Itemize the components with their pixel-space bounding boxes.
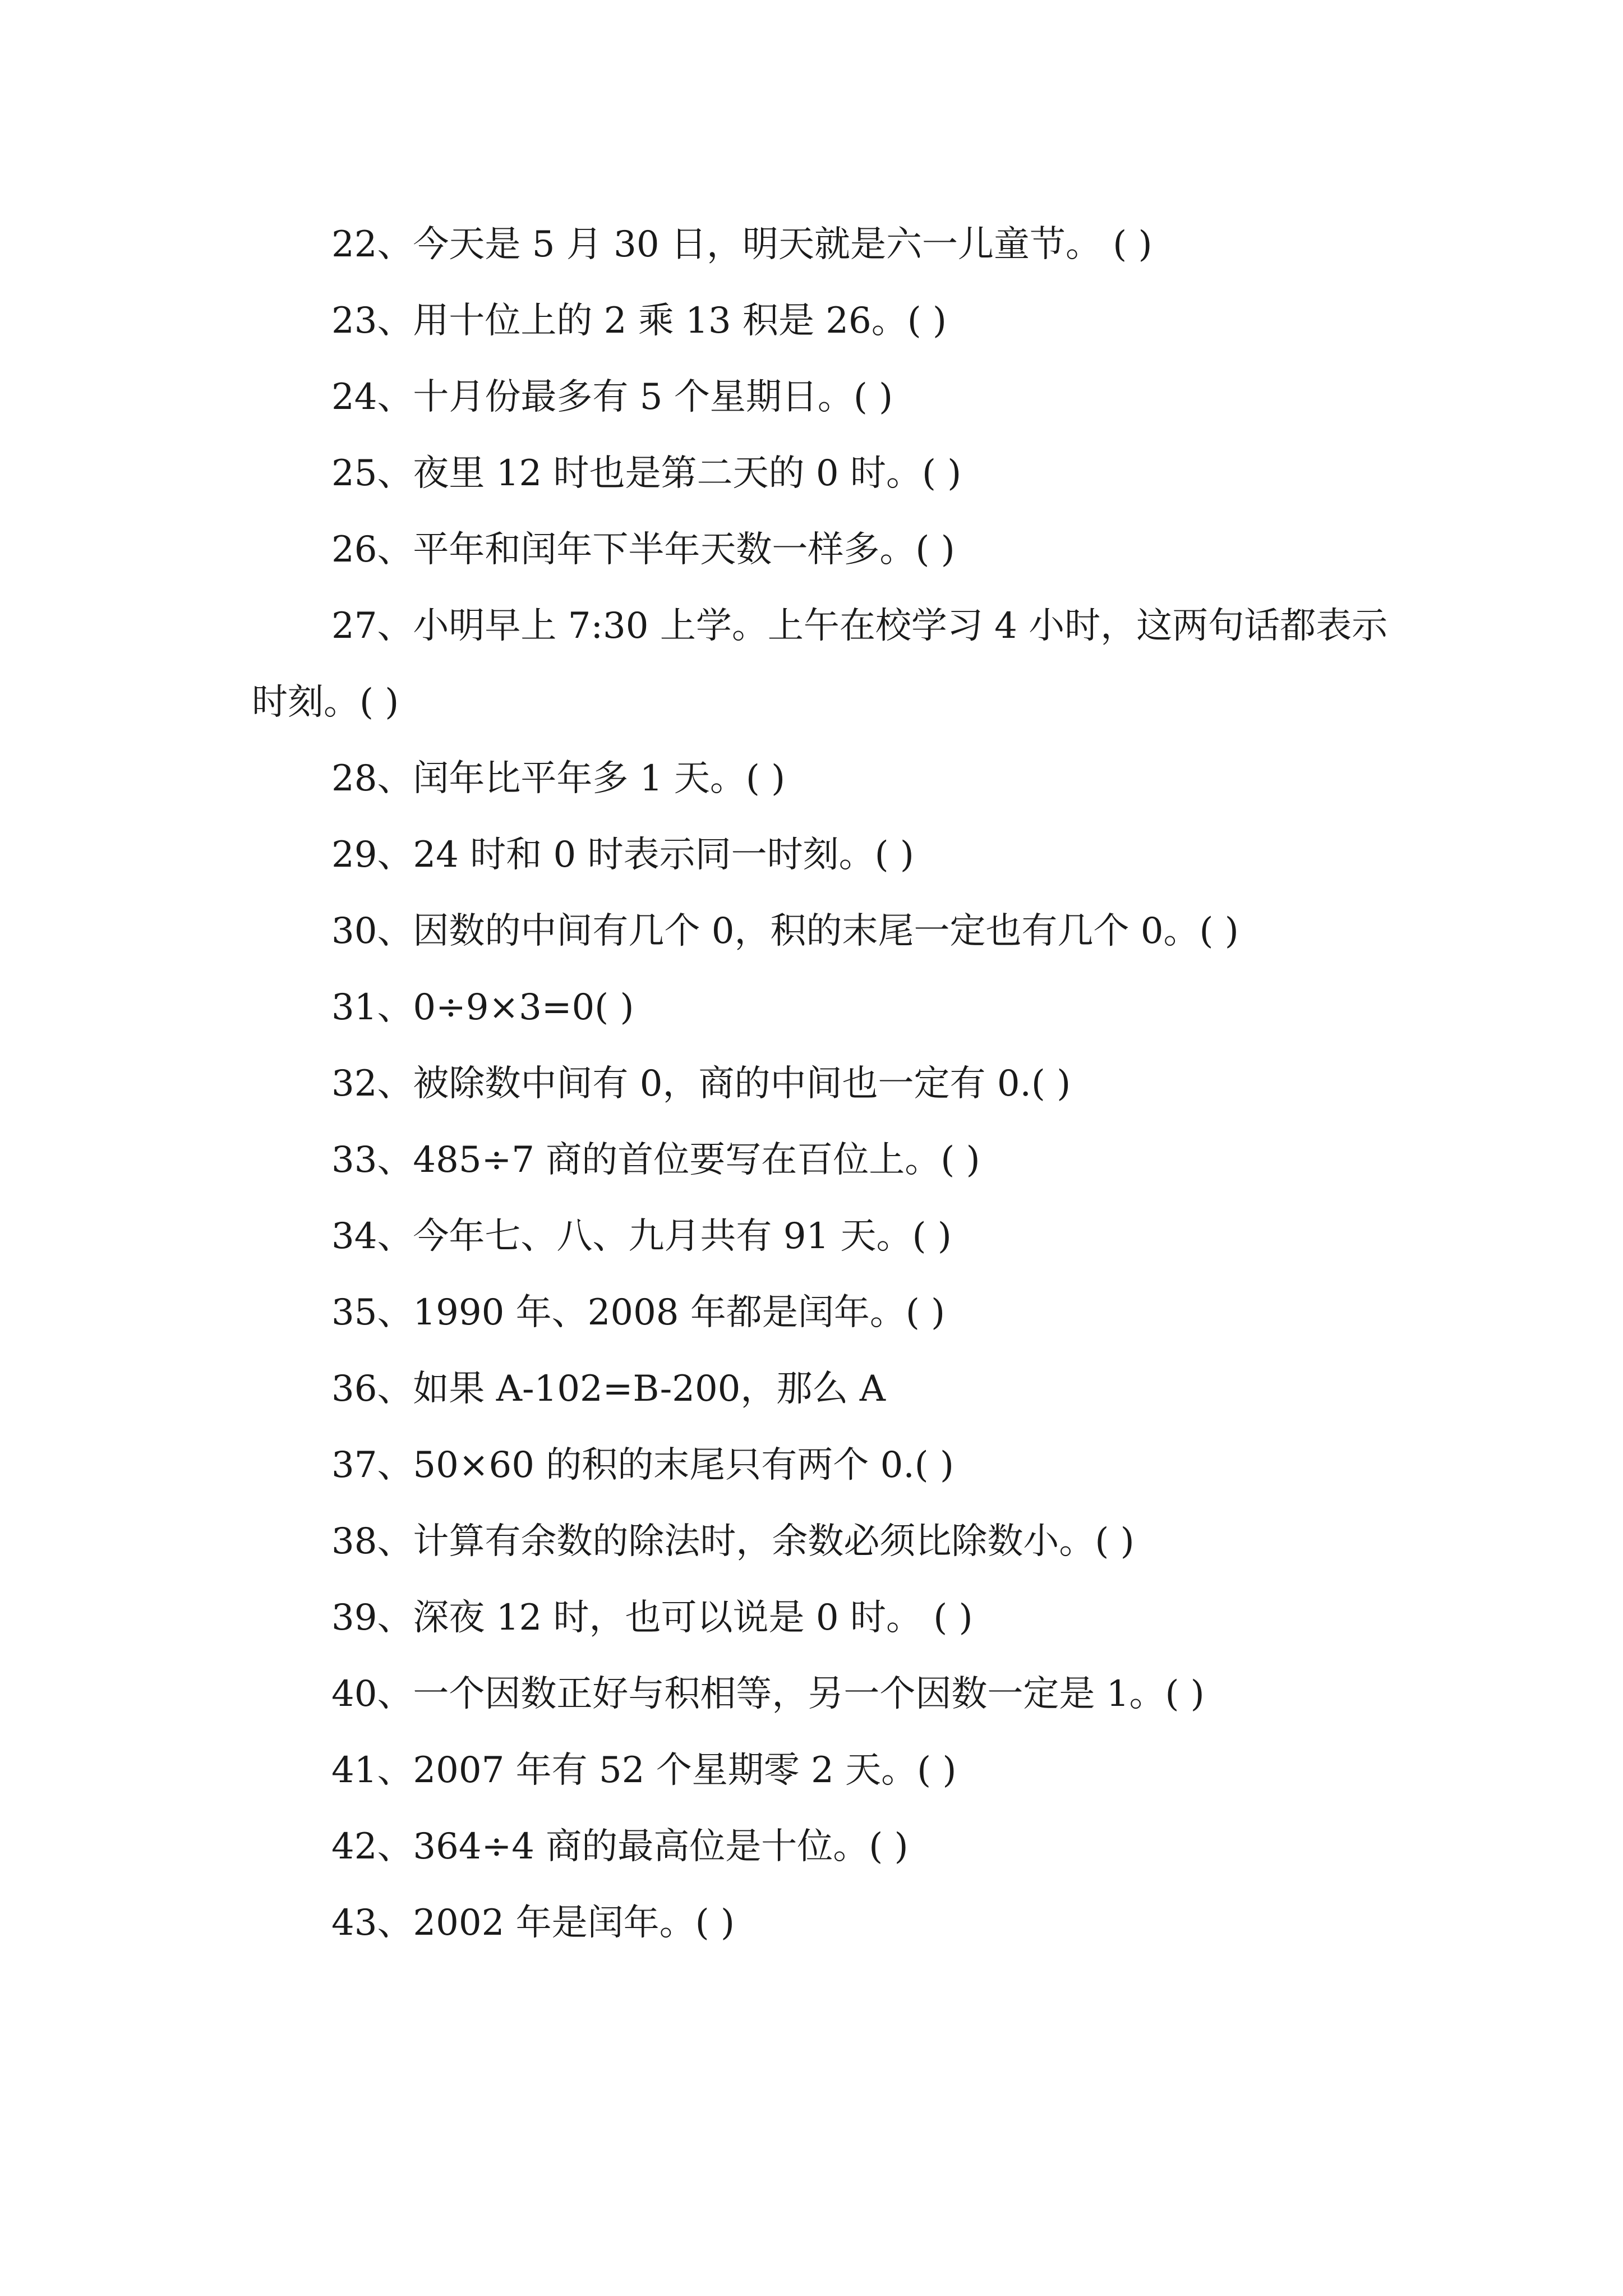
question-item-39: 39、深夜 12 时，也可以说是 0 时。 ( ) (331, 1597, 973, 1639)
question-item-22: 22、今天是 5 月 30 日，明天就是六一儿童节。 ( ) (331, 224, 1152, 265)
question-item-23: 23、用十位上的 2 乘 13 积是 26。( ) (331, 300, 947, 342)
question-item-34: 34、今年七、八、九月共有 91 天。( ) (331, 1216, 952, 1257)
question-item-38: 38、计算有余数的除法时，余数必须比除数小。( ) (331, 1521, 1135, 1562)
question-item-41: 41、2007 年有 52 个星期零 2 天。( ) (331, 1750, 957, 1791)
question-item-36: 36、如果 A-102=B-200，那么 A (331, 1368, 886, 1410)
question-item-28: 28、闰年比平年多 1 天。( ) (331, 758, 786, 799)
question-item-43: 43、2002 年是闰年。( ) (331, 1902, 735, 1944)
question-item-30: 30、因数的中间有几个 0，积的末尾一定也有几个 0。( ) (331, 910, 1239, 952)
question-item-42: 42、364÷4 商的最高位是十位。( ) (331, 1826, 909, 1867)
question-item-29: 29、24 时和 0 时表示同一时刻。( ) (331, 834, 914, 876)
question-item-26: 26、平年和闰年下半年天数一样多。( ) (331, 529, 955, 570)
question-item-24: 24、十月份最多有 5 个星期日。( ) (331, 376, 893, 418)
question-list (252, 206, 1390, 1961)
question-item-37: 37、50×60 的积的末尾只有两个 0.( ) (331, 1444, 954, 1486)
question-item-25: 25、夜里 12 时也是第二天的 0 时。( ) (331, 453, 962, 494)
question-item-35: 35、1990 年、2008 年都是闰年。( ) (331, 1292, 946, 1333)
question-item-40: 40、一个因数正好与积相等，另一个因数一定是 1。( ) (331, 1673, 1205, 1715)
question-item-33: 33、485÷7 商的首位要写在百位上。( ) (331, 1139, 980, 1181)
question-item-32: 32、被除数中间有 0，商的中间也一定有 0.( ) (331, 1063, 1071, 1105)
question-item-27: 27、小明早上 7:30 上学。上午在校学习 4 小时，这两句话都表示时刻。( ) (252, 605, 1388, 723)
question-item-31: 31、0÷9×3=0( ) (331, 987, 634, 1028)
